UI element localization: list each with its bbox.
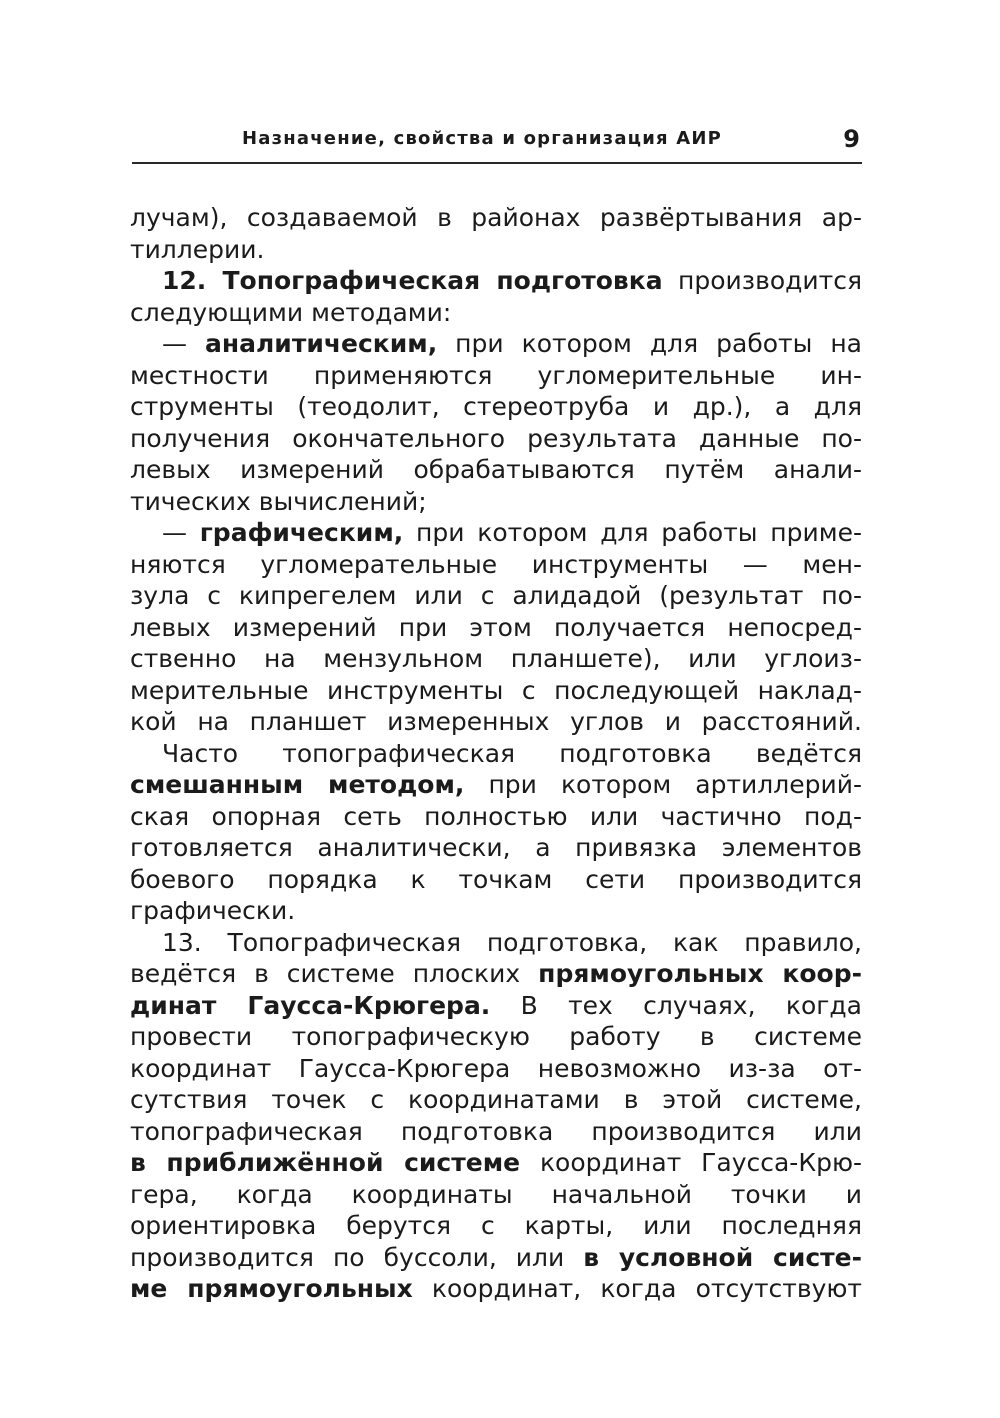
bold-text-segment: в условной систе-	[583, 1242, 862, 1272]
text-segment: 13. Топографическая подготовка, как правило,	[162, 927, 862, 957]
bold-text-segment: графическим,	[199, 518, 404, 547]
text-segment: координат Гаусса-Крю-	[520, 1148, 862, 1177]
text-line	[130, 643, 862, 675]
text-segment: ская опорная сеть полностью или частично под-	[130, 801, 862, 831]
text-segment: кой на планшет измеренных углов и расстояний.	[130, 707, 862, 736]
text-segment: —	[162, 329, 205, 358]
text-line	[130, 1210, 862, 1242]
text-line	[130, 202, 862, 234]
text-segment: готовляется аналитически, а привязка элементов	[130, 833, 862, 862]
text-segment: мерительные инструменты с последующей наклад-	[130, 675, 862, 705]
text-line	[130, 864, 862, 896]
page-number: 9	[843, 125, 860, 153]
text-line	[130, 1179, 862, 1211]
bold-text-segment: смешанным методом,	[130, 770, 465, 799]
bold-text-segment: в приближённой системе	[130, 1148, 521, 1177]
text-line	[130, 612, 862, 644]
text-segment: при котором для работы приме-	[403, 518, 862, 547]
running-header	[132, 125, 862, 164]
text-line	[130, 675, 862, 707]
text-line	[130, 895, 862, 927]
text-segment: производится по буссоли, или	[130, 1242, 584, 1272]
text-line	[130, 1021, 862, 1053]
text-segment: левых измерений при этом получается непосред-	[130, 612, 862, 642]
text-segment: ориентировка берутся с карты, или последняя	[130, 1211, 862, 1240]
text-segment: при котором для работы на	[437, 329, 862, 358]
text-segment: —	[162, 518, 200, 547]
bold-text-segment: динат Гаусса-Крюгера.	[130, 990, 491, 1020]
text-line	[130, 297, 862, 329]
bold-text-segment: прямоугольных коор-	[538, 959, 862, 988]
text-line	[130, 391, 862, 423]
text-segment: сутствия точек с координатами в этой системе,	[130, 1085, 862, 1114]
bold-text-segment: аналитическим,	[204, 329, 438, 358]
text-segment: топографическая подготовка производится или	[130, 1116, 862, 1146]
text-line	[130, 1147, 862, 1179]
text-line	[130, 423, 862, 455]
text-line	[130, 801, 862, 833]
text-segment: следующими методами:	[130, 297, 452, 327]
text-line	[130, 454, 862, 486]
bold-text-segment: 12. Топографическая подготовка	[162, 266, 663, 295]
bold-text-segment: ме прямоугольных	[130, 1274, 413, 1303]
text-line	[130, 1273, 862, 1305]
text-segment: провести топографическую работу в системе	[130, 1022, 862, 1051]
text-line	[130, 517, 862, 549]
text-line	[130, 1242, 862, 1274]
text-line	[130, 958, 862, 990]
text-segment: получения окончательного результата данные по-	[130, 423, 862, 453]
body-text	[130, 202, 862, 1305]
text-line	[130, 990, 862, 1022]
text-line	[130, 1116, 862, 1148]
text-segment: левых измерений обрабатываются путём анали-	[130, 455, 862, 484]
text-segment: В тех случаях, когда	[490, 990, 862, 1020]
text-segment: ведётся в системе плоских	[130, 959, 539, 988]
text-segment: Часто топографическая подготовка ведётся	[162, 738, 862, 768]
text-segment: координат Гаусса-Крюгера невозможно из-за от-	[130, 1053, 862, 1083]
text-line	[130, 832, 862, 864]
text-segment: струменты (теодолит, стереотруба и др.), а для	[130, 392, 862, 421]
text-segment: гера, когда координаты начальной точки и	[130, 1179, 862, 1209]
text-segment: координат, когда отсутствуют	[412, 1274, 862, 1303]
text-line	[130, 360, 862, 392]
text-segment: тических вычислений;	[130, 486, 427, 516]
text-line	[130, 549, 862, 581]
text-segment: производится	[662, 266, 862, 295]
text-segment: графически.	[130, 896, 296, 925]
text-segment: зула с кипрегелем или с алидадой (результат по-	[130, 581, 862, 610]
text-line	[130, 265, 862, 297]
text-segment: боевого порядка к точкам сети производится	[130, 864, 862, 894]
text-segment: няются угломерательные инструменты — мен-	[130, 549, 862, 579]
text-line	[130, 580, 862, 612]
text-line	[130, 328, 862, 360]
text-line	[130, 1053, 862, 1085]
text-line	[130, 927, 862, 959]
text-line	[130, 706, 862, 738]
text-line	[130, 769, 862, 801]
text-line	[130, 486, 862, 518]
text-line	[130, 234, 862, 266]
text-segment: тиллерии.	[130, 234, 265, 264]
text-segment: местности применяются угломерительные ин-	[130, 360, 862, 390]
running-title: Назначение, свойства и организация АИР	[242, 128, 723, 149]
text-segment: при котором артиллерий-	[464, 770, 862, 799]
text-line	[130, 1084, 862, 1116]
text-segment: ственно на мензульном планшете), или углоиз-	[130, 644, 862, 673]
text-segment: лучам), создаваемой в районах развёртывания ар-	[130, 203, 862, 232]
text-line	[130, 738, 862, 770]
